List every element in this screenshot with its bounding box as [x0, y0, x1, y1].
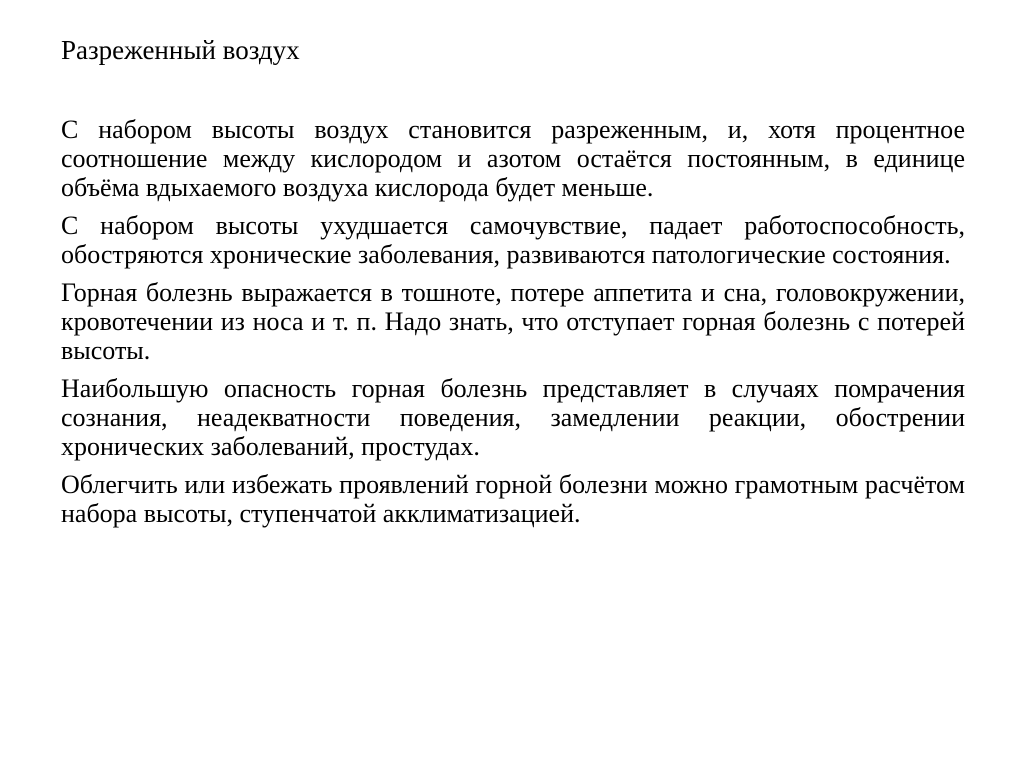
paragraph-danger: Наибольшую опасность горная болезнь представляет в случаях помрачения сознания, неадекватности поведения, замедлении реакции, обострении хронических заболеваний, простудах.	[61, 374, 965, 461]
slide-title: Разреженный воздух	[61, 35, 300, 65]
paragraph-thin-air: С набором высоты воздух становится разреженным, и, хотя процентное соотношение между кислородом и азотом остаётся постоянным, в единице объёма вдыхаемого воздуха кислорода будет меньше.	[61, 115, 965, 202]
slide-body	[61, 115, 965, 537]
paragraph-prevention: Облегчить или избежать проявлений горной болезни можно грамотным расчётом набора высоты, ступенчатой акклиматизацией.	[61, 470, 965, 528]
paragraph-symptoms: Горная болезнь выражается в тошноте, потере аппетита и сна, головокружении, кровотечении из носа и т. п. Надо знать, что отступает горная болезнь с потерей высоты.	[61, 278, 965, 365]
paragraph-wellbeing: С набором высоты ухудшается самочувствие, падает работоспособность, обостряются хронические заболевания, развиваются патологические состояния.	[61, 211, 965, 269]
